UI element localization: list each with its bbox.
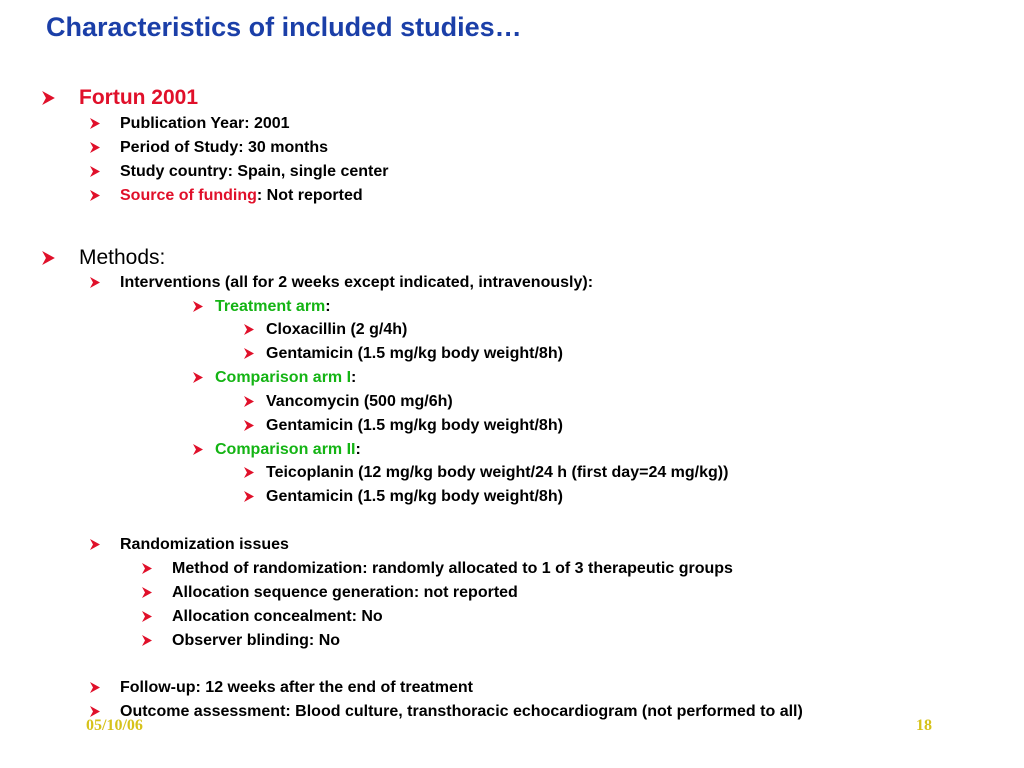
list-item bbox=[90, 115, 290, 133]
list-item bbox=[244, 417, 563, 435]
list-item-text: Randomization issues bbox=[120, 536, 289, 553]
arrow-bullet-icon bbox=[244, 348, 254, 359]
list-item-text: Method of randomization: randomly allocated to 1 of 3 therapeutic groups bbox=[172, 560, 733, 577]
list-item bbox=[244, 488, 563, 506]
arrow-bullet-icon bbox=[142, 635, 152, 646]
arrow-bullet-icon bbox=[193, 444, 203, 455]
list-item bbox=[90, 679, 473, 697]
arrow-bullet-icon bbox=[193, 301, 203, 312]
arrow-bullet-icon bbox=[244, 420, 254, 431]
arrow-bullet-icon bbox=[90, 118, 100, 129]
arm-heading bbox=[193, 441, 361, 459]
section-fortun bbox=[42, 86, 198, 110]
arrow-bullet-icon bbox=[244, 467, 254, 478]
list-item-text: Allocation sequence generation: not reported bbox=[172, 584, 518, 601]
arm-colon: : bbox=[355, 441, 361, 458]
list-item-text: Publication Year: 2001 bbox=[120, 115, 290, 132]
list-item bbox=[90, 536, 289, 554]
list-item-text: Gentamicin (1.5 mg/kg body weight/8h) bbox=[266, 417, 563, 434]
list-item bbox=[244, 464, 728, 482]
arrow-bullet-icon bbox=[142, 563, 152, 574]
list-item bbox=[142, 560, 733, 578]
list-item bbox=[90, 703, 803, 721]
arrow-bullet-icon bbox=[90, 277, 100, 288]
arrow-bullet-icon bbox=[90, 706, 100, 717]
footer-date: 05/10/06 bbox=[86, 717, 143, 734]
arrow-bullet-icon bbox=[244, 396, 254, 407]
arrow-bullet-icon bbox=[90, 682, 100, 693]
list-item bbox=[142, 608, 383, 626]
list-item-text: Follow-up: 12 weeks after the end of treatment bbox=[120, 679, 473, 696]
list-item-text: Study country: Spain, single center bbox=[120, 163, 389, 180]
arrow-bullet-icon bbox=[90, 166, 100, 177]
slide-title: Characteristics of included studies… bbox=[46, 12, 522, 42]
list-item-text: Allocation concealment: No bbox=[172, 608, 383, 625]
list-item-text: Cloxacillin (2 g/4h) bbox=[266, 321, 408, 338]
list-item bbox=[90, 163, 389, 181]
arrow-bullet-icon bbox=[244, 324, 254, 335]
arm-colon: : bbox=[351, 369, 357, 386]
footer-page-number: 18 bbox=[916, 717, 932, 734]
arm-label: Comparison arm I bbox=[215, 369, 352, 386]
list-item bbox=[90, 274, 593, 292]
list-item-text: Outcome assessment: Blood culture, transthoracic echocardiogram (not performed to all) bbox=[120, 703, 803, 720]
list-item-text: Interventions (all for 2 weeks except indicated, intravenously): bbox=[120, 274, 594, 291]
arrow-bullet-icon bbox=[142, 587, 152, 598]
funding-label: Source of funding bbox=[120, 187, 257, 204]
arrow-bullet-icon bbox=[90, 539, 100, 550]
arm-heading bbox=[193, 369, 356, 387]
arrow-bullet-icon bbox=[244, 491, 254, 502]
list-item bbox=[142, 632, 340, 650]
list-item bbox=[142, 584, 518, 602]
section-heading: Fortun 2001 bbox=[79, 86, 199, 109]
arrow-bullet-icon bbox=[142, 611, 152, 622]
list-item-text: Teicoplanin (12 mg/kg body weight/24 h (first day=24 mg/kg)) bbox=[266, 464, 729, 481]
list-item-text: Observer blinding: No bbox=[172, 632, 341, 649]
list-item-text: Period of Study: 30 months bbox=[120, 139, 329, 156]
arrow-bullet-icon bbox=[193, 372, 203, 383]
list-item bbox=[90, 139, 328, 157]
section-methods bbox=[42, 246, 165, 270]
arrow-bullet-icon bbox=[90, 190, 100, 201]
section-heading: Methods: bbox=[79, 246, 166, 269]
list-item bbox=[90, 187, 363, 205]
list-item-text: Gentamicin (1.5 mg/kg body weight/8h) bbox=[266, 345, 563, 362]
list-item bbox=[244, 393, 453, 411]
arrow-bullet-icon bbox=[90, 142, 100, 153]
arm-label: Comparison arm II bbox=[215, 441, 356, 458]
list-item bbox=[244, 345, 563, 363]
arm-heading bbox=[193, 298, 331, 316]
funding-value: : Not reported bbox=[256, 187, 363, 204]
arrow-bullet-icon bbox=[42, 91, 55, 105]
list-item-text: Vancomycin (500 mg/6h) bbox=[266, 393, 453, 410]
arm-label: Treatment arm bbox=[215, 298, 326, 315]
list-item-text: Gentamicin (1.5 mg/kg body weight/8h) bbox=[266, 488, 563, 505]
arrow-bullet-icon bbox=[42, 251, 55, 265]
arm-colon: : bbox=[325, 298, 331, 315]
list-item bbox=[244, 321, 407, 339]
